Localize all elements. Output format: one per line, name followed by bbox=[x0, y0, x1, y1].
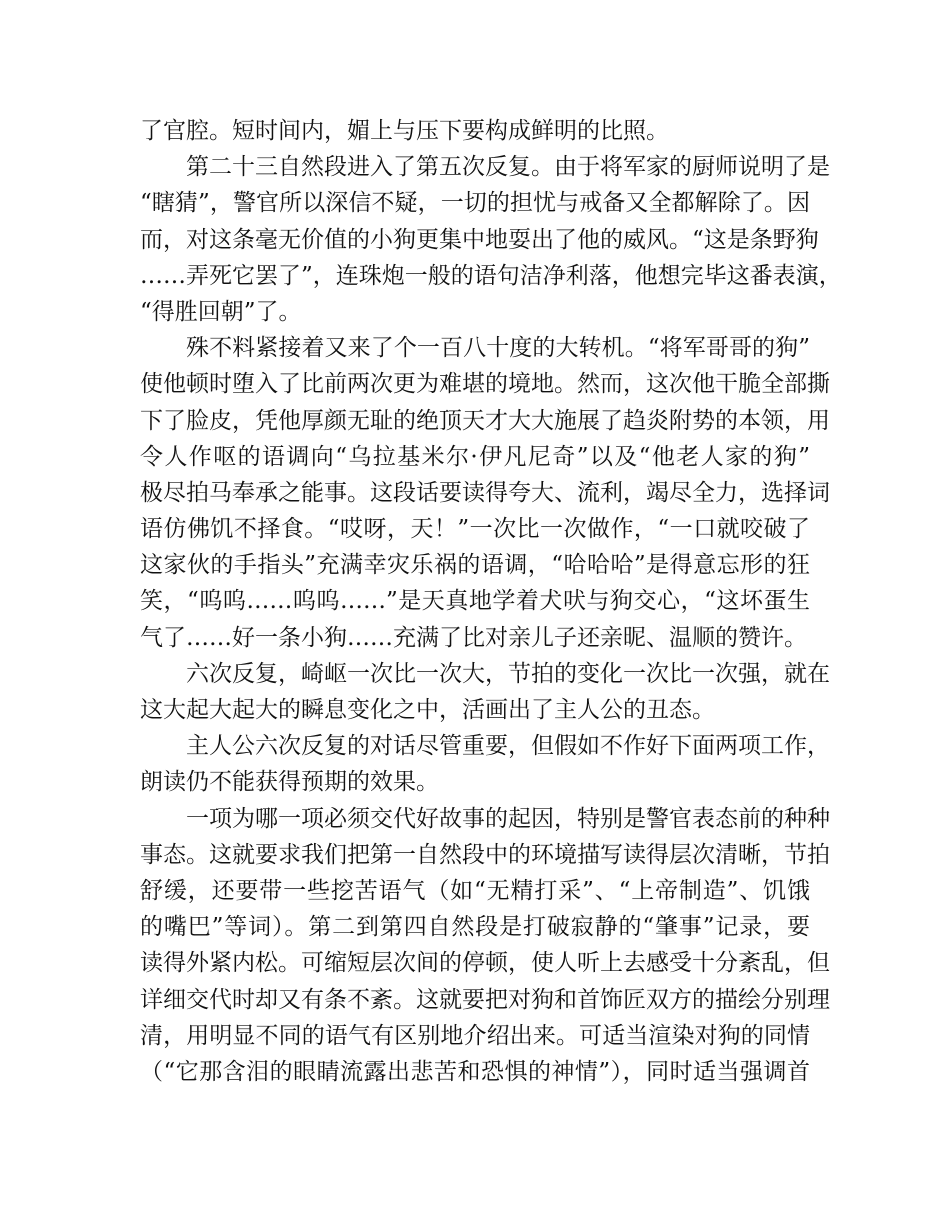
text-line: 清，用明显不同的语气有区别地介绍出来。可适当渲染对狗的同情 bbox=[140, 1022, 810, 1049]
text-line: 笑，“呜呜……呜呜……”是天真地学着犬吠与狗交心，“这坏蛋生 bbox=[140, 588, 810, 615]
paragraph-first-line: 第二十三自然段进入了第五次反复。由于将军家的厨师说明了是 bbox=[186, 154, 830, 181]
paragraph-first-line: 殊不料紧接着又来了个一百八十度的大转机。“将军哥哥的狗” bbox=[186, 335, 810, 362]
text-line: 这家伙的手指头”充满幸灾乐祸的语调，“哈哈哈”是得意忘形的狂 bbox=[140, 552, 810, 579]
text-line: “瞎猜”，警官所以深信不疑，一切的担忧与戒备又全都解除了。因 bbox=[140, 190, 810, 217]
text-line: “得胜回朝”了。 bbox=[140, 298, 302, 325]
paragraph-first-line: 一项为哪一项必须交代好故事的起因，特别是警官表态前的种种 bbox=[186, 805, 830, 832]
text-line: 极尽拍马奉承之能事。这段话要读得夸大、流利，竭尽全力，选择词 bbox=[140, 479, 830, 506]
text-line: 令人作呕的语调向“乌拉基米尔·伊凡尼奇”以及“他老人家的狗” bbox=[140, 443, 810, 470]
text-line: 这大起大起大的瞬息变化之中，活画出了主人公的丑态。 bbox=[140, 697, 715, 723]
text-line: 下了脸皮，凭他厚颜无耻的绝顶天才大大施展了趋炎附势的本领，用 bbox=[140, 407, 830, 434]
text-line: 舒缓，还要带一些挖苦语气（如“无精打采”、“上帝制造”、饥饿 bbox=[140, 877, 810, 904]
text-line: （“它那含泪的眼睛流露出悲苦和恐惧的神情”），同时适当强调首 bbox=[140, 1058, 810, 1085]
text-line: 的嘴巴”等词）。第二到第四自然段是打破寂静的“肇事”记录，要 bbox=[140, 914, 810, 941]
text-line: 气了……好一条小狗……充满了比对亲儿子还亲昵、温顺的赞许。 bbox=[140, 624, 807, 651]
paragraph-first-line: 主人公六次反复的对话尽管重要，但假如不作好下面两项工作， bbox=[186, 733, 830, 760]
text-line: 事态。这就要求我们把第一自然段中的环境描写读得层次清晰，节拍 bbox=[140, 841, 830, 868]
article-body bbox=[140, 113, 842, 1090]
text-line: 使他顿时堕入了比前两次更为难堪的境地。然而，这次他干脆全部撕 bbox=[140, 371, 830, 398]
text-line: 而，对这条毫无价值的小狗更集中地耍出了他的威风。“这是条野狗 bbox=[140, 226, 819, 253]
text-line: 朗读仍不能获得预期的效果。 bbox=[140, 769, 439, 796]
paragraph-first-line: 六次反复，崎岖一次比一次大，节拍的变化一次比一次强，就在 bbox=[186, 660, 830, 687]
text-line: 详细交代时却又有条不紊。这就要把对狗和首饰匠双方的描绘分别理 bbox=[140, 986, 830, 1013]
text-line: 读得外紧内松。可缩短层次间的停顿，使人听上去感受十分紊乱，但 bbox=[140, 950, 830, 977]
text-line: 语仿佛饥不择食。“哎呀，天！”一次比一次做作，“一口就咬破了 bbox=[140, 516, 810, 543]
text-line: 了官腔。短时间内，媚上与压下要构成鲜明的比照。 bbox=[140, 118, 669, 144]
text-line: ……弄死它罢了”，连珠炮一般的语句洁净利落，他想完毕这番表演， bbox=[140, 262, 842, 289]
